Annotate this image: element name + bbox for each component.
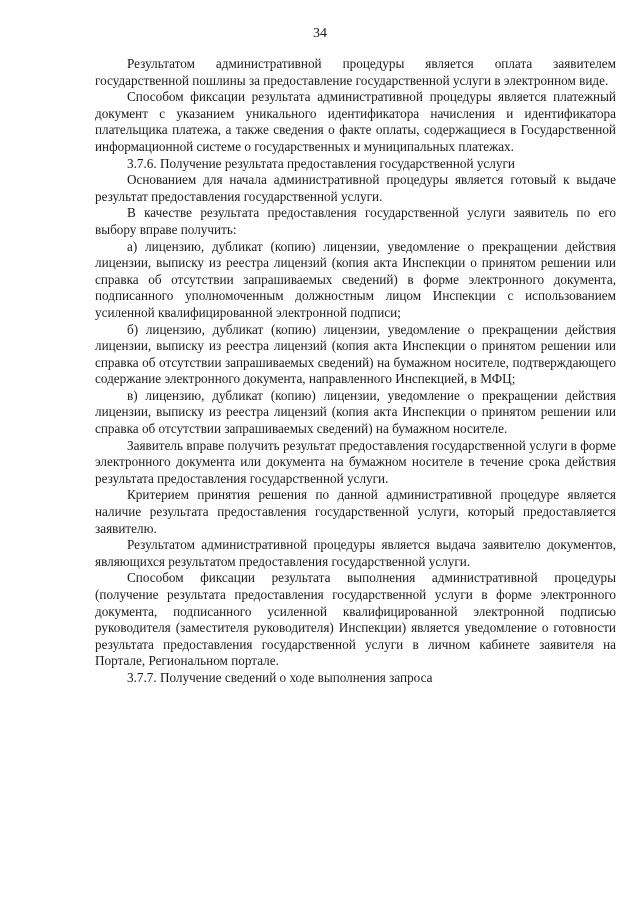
document-body: [95, 56, 616, 687]
paragraph-payment-result: Результатом административной процедуры является оплата заявителем государственной пошлины за предоставление государственной услуги в электронном виде.: [95, 56, 616, 88]
paragraph-result-fixation: Способом фиксации результата выполнения административной процедуры (получение результата предоставления государственной услуги в форме электронного документа, подписанного усиленной квалифицированной электронной подписью руководителя (заместителя руководителя) Инспекции) является уведомление о готовности результата предоставления государственной услуги в личном кабинете заявителя на Портале, Региональном портале.: [95, 570, 616, 669]
paragraph-basis: Основанием для начала административной процедуры является готовый к выдаче результат предоставления государственной услуги.: [95, 172, 616, 204]
list-item-c: в) лицензию, дубликат (копию) лицензии, уведомление о прекращении действия лицензии, выписку из реестра лицензий (копия акта Инспекции о принятом решении или справка об отсутствии запрашиваемых сведений) на бумажном носителе.: [95, 387, 616, 437]
paragraph-procedure-result: Результатом административной процедуры является выдача заявителю документов, являющихся результатом предоставления государственной услуги.: [95, 537, 616, 569]
page-number: 34: [313, 26, 327, 41]
paragraph-receive-right: Заявитель вправе получить результат предоставления государственной услуги в форме электронного документа или документа на бумажном носителе в течение срока действия результата предоставления государственной услуги.: [95, 437, 616, 486]
list-item-b: б) лицензию, дубликат (копию) лицензии, уведомление о прекращении действия лицензии, выписку из реестра лицензий (копия акта Инспекции о принятом решении или справка об отсутствии запрашиваемых сведений) на бумажном носителе, подтверждающего содержание электронного документа, направленного Инспекцией, в МФЦ;: [95, 321, 616, 387]
paragraph-payment-fixation: Способом фиксации результата административной процедуры является платежный документ с указанием уникального идентификатора начисления и идентификатора плательщика платежа, а также сведения о факте оплаты, содержащиеся в Государственной информационной системе о государственных и муниципальных платежах.: [95, 89, 616, 154]
paragraph-result-options: В качестве результата предоставления государственной услуги заявитель по его выбору вправе получить:: [95, 205, 616, 237]
section-heading-3-7-7: 3.7.7. Получение сведений о ходе выполнения запроса: [127, 669, 433, 685]
section-heading-3-7-6: 3.7.6. Получение результата предоставления государственной услуги: [127, 155, 515, 171]
paragraph-decision-criterion: Критерием принятия решения по данной административной процедуре является наличие результата предоставления государственной услуги, который предоставляется заявителю.: [95, 487, 616, 536]
list-item-a: а) лицензию, дубликат (копию) лицензии, уведомление о прекращении действия лицензии, выписку из реестра лицензий (копия акта Инспекции о принятом решении или справка об отсутствии запрашиваемых сведений) в форме электронного документа, подписанного уполномоченным должностным лицом Инспекции с использованием усиленной квалифицированной электронной подписи;: [95, 238, 616, 320]
